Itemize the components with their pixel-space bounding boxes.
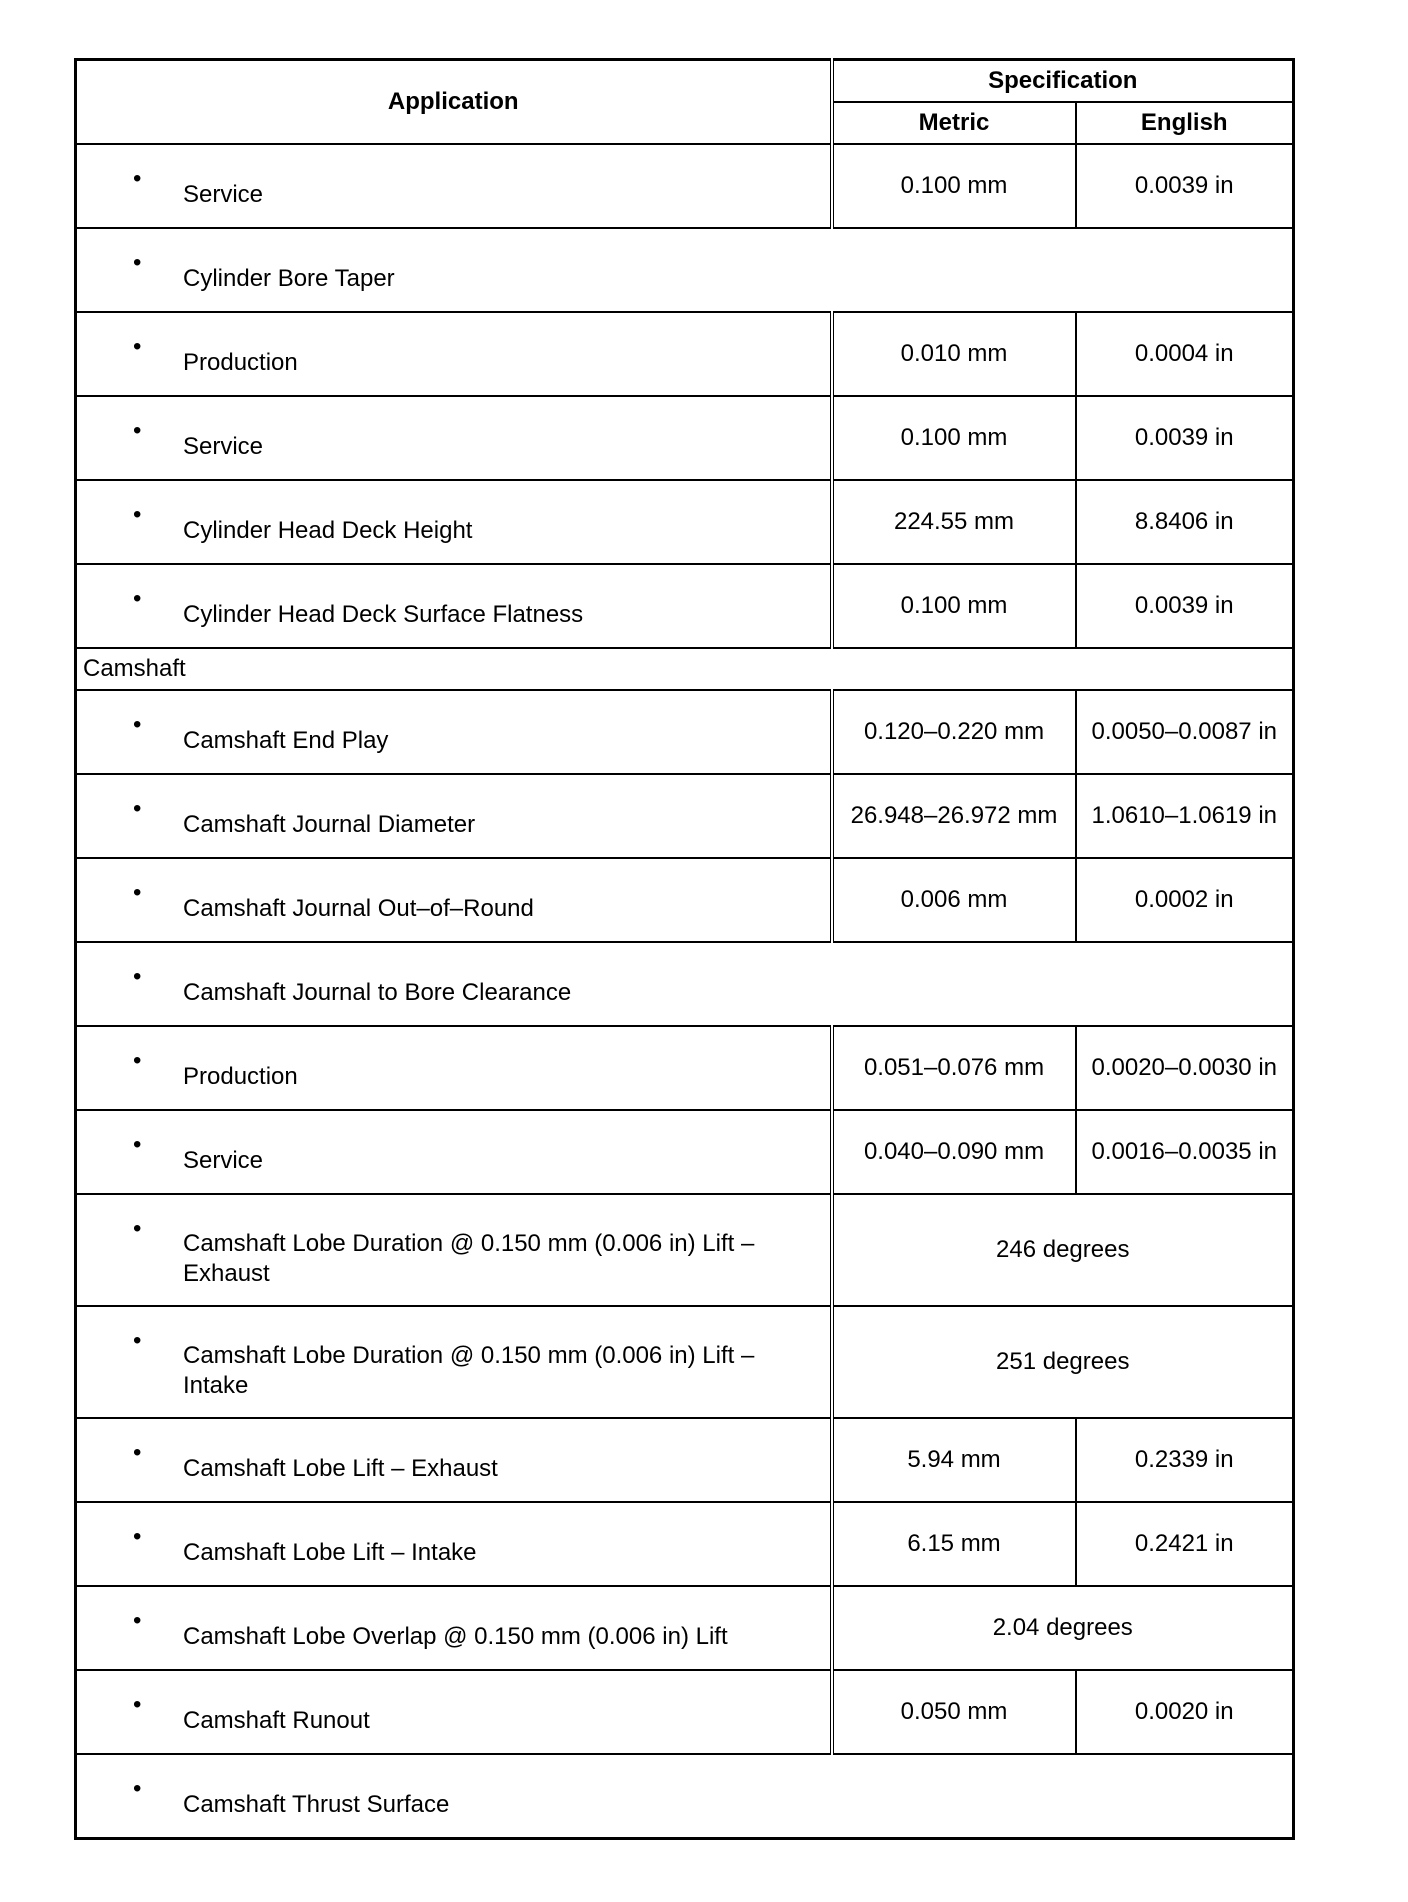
- application-cell: [76, 1502, 832, 1586]
- specification-value: 246 degrees: [832, 1194, 1294, 1306]
- application-label: Service: [183, 1147, 264, 1174]
- bullet-icon: •: [133, 795, 142, 822]
- application-label: Camshaft Lobe Duration @ 0.150 mm (0.006 in) Lift – Exhaust: [183, 1230, 755, 1287]
- table-row: [76, 774, 1294, 858]
- table-row: [76, 690, 1294, 774]
- application-label: Camshaft Lobe Overlap @ 0.150 mm (0.006 in) Lift: [183, 1623, 728, 1650]
- english-value: 0.0039 in: [1076, 144, 1294, 228]
- table-row: [76, 1670, 1294, 1754]
- application-cell: [76, 942, 1294, 1026]
- english-value: 0.0050–0.0087 in: [1076, 690, 1294, 774]
- bullet-icon: •: [133, 1215, 142, 1242]
- application-label: Camshaft Thrust Surface: [183, 1791, 450, 1818]
- application-label: Production: [183, 1063, 298, 1090]
- application-label: Camshaft Lobe Lift – Exhaust: [183, 1455, 498, 1482]
- table-row: [76, 144, 1294, 228]
- application-cell: [76, 1110, 832, 1194]
- table-row: [76, 396, 1294, 480]
- bullet-icon: •: [133, 1047, 142, 1074]
- section-heading: Camshaft: [76, 648, 1294, 690]
- table-row: [76, 564, 1294, 648]
- application-cell: [76, 228, 1294, 312]
- bullet-icon: •: [133, 333, 142, 360]
- application-cell: [76, 1754, 1294, 1839]
- english-value: 0.2421 in: [1076, 1502, 1294, 1586]
- metric-value: 0.120–0.220 mm: [832, 690, 1076, 774]
- metric-value: 0.100 mm: [832, 564, 1076, 648]
- application-label: Camshaft Runout: [183, 1707, 370, 1734]
- table-row: [76, 312, 1294, 396]
- bullet-icon: •: [133, 1607, 142, 1634]
- application-label: Camshaft Lobe Lift – Intake: [183, 1539, 477, 1566]
- table-row: [76, 1026, 1294, 1110]
- english-value: 0.0016–0.0035 in: [1076, 1110, 1294, 1194]
- english-value: 8.8406 in: [1076, 480, 1294, 564]
- specification-table: [74, 58, 1295, 1840]
- bullet-icon: •: [133, 879, 142, 906]
- metric-value: 0.100 mm: [832, 396, 1076, 480]
- application-cell: [76, 564, 832, 648]
- application-cell: [76, 312, 832, 396]
- application-header: Application: [76, 60, 832, 145]
- application-cell: [76, 1194, 832, 1306]
- specification-value: 251 degrees: [832, 1306, 1294, 1418]
- application-cell: [76, 480, 832, 564]
- english-header: English: [1076, 102, 1294, 144]
- bullet-icon: •: [133, 1131, 142, 1158]
- english-value: 1.0610–1.0619 in: [1076, 774, 1294, 858]
- table-row: [76, 1586, 1294, 1670]
- application-cell: [76, 1670, 832, 1754]
- table-row: [76, 228, 1294, 312]
- application-label: Camshaft Lobe Duration @ 0.150 mm (0.006 in) Lift – Intake: [183, 1342, 755, 1399]
- application-cell: [76, 690, 832, 774]
- metric-value: 0.050 mm: [832, 1670, 1076, 1754]
- application-cell: [76, 774, 832, 858]
- application-cell: [76, 1026, 832, 1110]
- application-label: Cylinder Head Deck Height: [183, 517, 473, 544]
- bullet-icon: •: [133, 501, 142, 528]
- table-row: [76, 1502, 1294, 1586]
- table-row: [76, 858, 1294, 942]
- metric-value: 0.040–0.090 mm: [832, 1110, 1076, 1194]
- specification-value: 2.04 degrees: [832, 1586, 1294, 1670]
- english-value: 0.0004 in: [1076, 312, 1294, 396]
- application-cell: [76, 858, 832, 942]
- bullet-icon: •: [133, 1775, 142, 1802]
- english-value: 0.0002 in: [1076, 858, 1294, 942]
- metric-value: 0.051–0.076 mm: [832, 1026, 1076, 1110]
- application-label: Service: [183, 433, 264, 460]
- application-cell: [76, 1306, 832, 1418]
- metric-header: Metric: [832, 102, 1076, 144]
- english-value: 0.0039 in: [1076, 564, 1294, 648]
- table-row: [76, 1194, 1294, 1306]
- bullet-icon: •: [133, 711, 142, 738]
- bullet-icon: •: [133, 1523, 142, 1550]
- bullet-icon: •: [133, 165, 142, 192]
- application-label: Cylinder Bore Taper: [183, 265, 395, 292]
- table-row: [76, 1754, 1294, 1839]
- metric-value: 0.010 mm: [832, 312, 1076, 396]
- application-cell: [76, 1418, 832, 1502]
- metric-value: 0.100 mm: [832, 144, 1076, 228]
- english-value: 0.0020–0.0030 in: [1076, 1026, 1294, 1110]
- bullet-icon: •: [133, 585, 142, 612]
- bullet-icon: •: [133, 1327, 142, 1354]
- application-label: Service: [183, 181, 264, 208]
- application-label: Camshaft Journal Diameter: [183, 811, 476, 838]
- metric-value: 224.55 mm: [832, 480, 1076, 564]
- application-label: Camshaft Journal to Bore Clearance: [183, 979, 572, 1006]
- table-body: [76, 144, 1294, 1839]
- metric-value: 5.94 mm: [832, 1418, 1076, 1502]
- table-row: [76, 1418, 1294, 1502]
- table-row: [76, 1306, 1294, 1418]
- english-value: 0.0020 in: [1076, 1670, 1294, 1754]
- table-row: [76, 480, 1294, 564]
- application-cell: [76, 1586, 832, 1670]
- metric-value: 0.006 mm: [832, 858, 1076, 942]
- bullet-icon: •: [133, 1691, 142, 1718]
- bullet-icon: •: [133, 963, 142, 990]
- application-cell: [76, 144, 832, 228]
- bullet-icon: •: [133, 249, 142, 276]
- application-label: Camshaft Journal Out–of–Round: [183, 895, 534, 922]
- application-cell: [76, 396, 832, 480]
- bullet-icon: •: [133, 1439, 142, 1466]
- english-value: 0.0039 in: [1076, 396, 1294, 480]
- metric-value: 6.15 mm: [832, 1502, 1076, 1586]
- specification-header: Specification: [832, 60, 1294, 102]
- application-label: Camshaft End Play: [183, 727, 389, 754]
- metric-value: 26.948–26.972 mm: [832, 774, 1076, 858]
- application-label: Cylinder Head Deck Surface Flatness: [183, 601, 584, 628]
- table-row: [76, 1110, 1294, 1194]
- table-row: [76, 942, 1294, 1026]
- table-row: [76, 648, 1294, 690]
- application-label: Production: [183, 349, 298, 376]
- bullet-icon: •: [133, 417, 142, 444]
- english-value: 0.2339 in: [1076, 1418, 1294, 1502]
